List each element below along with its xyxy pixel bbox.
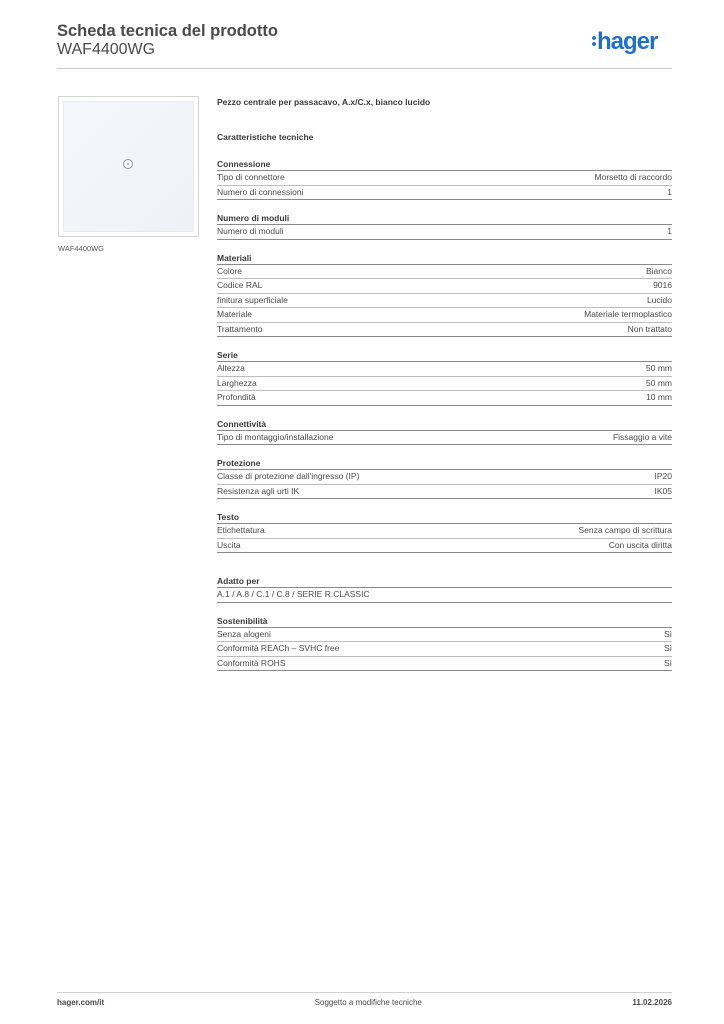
spec-row [217,431,672,446]
spec-label: Senza alogeni [217,628,271,639]
section-title: Materiali [217,252,672,265]
spec-row [217,391,672,406]
section-title: Numero di moduli [217,212,672,225]
hager-logo [592,28,657,56]
spec-row [217,362,672,377]
spec-value: Materiale termoplastico [584,309,672,319]
section-title: Testo [217,511,672,524]
section-title: Serie [217,349,672,362]
spec-value: 1 [667,186,672,197]
spec-section [217,212,672,240]
spec-label: Resistenza agli urti IK [217,485,300,496]
spec-label: Tipo di connettore [217,172,285,182]
spec-row [217,524,672,539]
spec-value: IP20 [654,471,672,481]
spec-sections [217,158,672,671]
spec-row [217,265,672,280]
spec-row [217,485,672,500]
spec-section [217,349,672,406]
spec-section [217,158,672,200]
header-divider [57,68,672,69]
spec-label: A.1 / A.8 / C.1 / C.8 / SERIE R.CLASSIC [217,589,370,599]
spec-row [217,539,672,554]
section-title: Adatto per [217,575,672,588]
spec-value: Sì [663,643,672,653]
spec-label: Conformità REACh – SVHC free [217,643,340,653]
footer-website[interactable]: hager.com/it [57,998,105,1007]
spec-section [217,457,672,499]
spec-label: Colore [217,265,243,276]
spec-label: Altezza [217,363,245,373]
spec-value: 10 mm [646,392,672,402]
spec-content [217,96,672,671]
spec-value: Sì [663,628,672,639]
spec-label: Numero di moduli [217,226,284,236]
spec-label: Uscita [217,539,241,550]
spec-heading: Caratteristiche tecniche [217,132,314,142]
spec-value: Morsetto di raccordo [594,172,672,182]
spec-row [217,588,672,603]
spec-value: IK05 [654,485,672,496]
spec-row [217,657,672,672]
footer-date: 11.02.2026 [632,998,672,1007]
spec-value: Sì [663,657,672,668]
spec-value: 50 mm [646,363,672,373]
product-code: WAF4400WG [57,41,156,58]
spec-value: 9016 [653,280,672,290]
spec-section [217,252,672,338]
spec-label: Larghezza [217,377,257,388]
cable-outlet-icon [123,159,133,169]
spec-value: Bianco [646,265,672,276]
spec-value: 50 mm [646,377,672,388]
spec-section [217,615,672,672]
spec-row [217,323,672,338]
spec-row [217,171,672,186]
spec-section [217,418,672,446]
spec-value: Lucido [646,294,672,305]
spec-label: Classe di protezione dall'ingresso (IP) [217,471,360,481]
spec-row [217,279,672,294]
spec-label: Profondità [217,392,256,402]
logo-dots-icon [592,35,596,47]
spec-value: Non trattato [627,323,672,334]
section-title: Protezione [217,457,672,470]
spec-label: finitura superficiale [217,294,288,305]
spec-label: Conformità ROHS [217,657,286,668]
spec-label: Tipo di montaggio/installazione [217,431,334,442]
spec-section [217,511,672,553]
image-caption: WAF4400WG [58,244,104,253]
spec-row [217,377,672,392]
spec-value: 1 [667,226,672,236]
footer [57,992,672,1007]
spec-section [217,575,672,603]
spec-value: Fissaggio a vite [612,431,672,442]
spec-row [217,225,672,240]
product-image [58,96,199,237]
spec-label: Materiale [217,309,252,319]
spec-row [217,628,672,643]
spec-row [217,186,672,201]
spec-label: Trattamento [217,323,263,334]
spec-label: Etichettatura [217,525,265,535]
spec-row [217,308,672,323]
product-description: Pezzo centrale per passacavo, A.x/C.x, bianco lucido [217,97,431,107]
section-title: Connessione [217,158,672,171]
spec-row [217,642,672,657]
footer-note: Soggetto a modifiche tecniche [314,998,422,1007]
spec-label: Codice RAL [217,280,263,290]
section-title: Connettività [217,418,672,431]
spec-value: Senza campo di scrittura [578,525,672,535]
logo-text: hager [597,28,658,55]
spec-row [217,294,672,309]
spec-label: Numero di connessioni [217,186,304,197]
spec-row [217,470,672,485]
spec-value: Con uscita diritta [608,539,672,550]
page-title: Scheda tecnica del prodotto [57,22,278,40]
section-title: Sostenibilità [217,615,672,628]
